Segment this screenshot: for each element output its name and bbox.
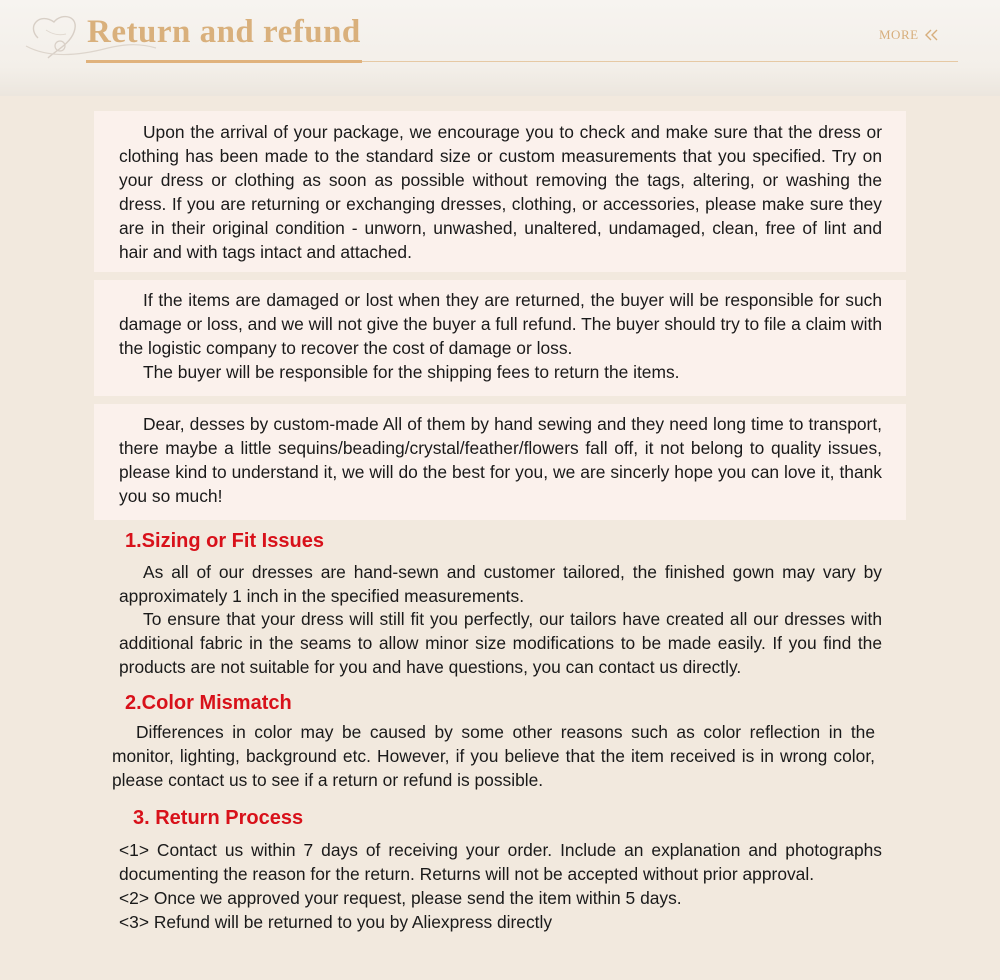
damage-paragraph: If the items are damaged or lost when they are returned, the buyer will be responsible for such damage or loss, and we will not give the buyer a full refund. The buyer should try to file a claim with the logistic company to recover the cost of damage or loss.: [119, 290, 882, 358]
return-step-2: <2> Once we approved your request, please send the item within 5 days.: [119, 888, 682, 908]
sizing-paragraph-1: As all of our dresses are hand-sewn and customer tailored, the finished gown may vary by approximately 1 inch in the specified measurements.: [119, 562, 882, 606]
more-link[interactable]: [879, 27, 939, 43]
section-header: [0, 0, 1000, 96]
double-chevron-left-icon: [925, 29, 939, 41]
sizing-paragraph-2: To ensure that your dress will still fit you perfectly, our tailors have created all our dresses with additional fabric in the seams to allow minor size modifications to be made easily. If you find the products are not suitable for you and have questions, you can contact us directly.: [119, 609, 882, 677]
color-paragraph: Differences in color may be caused by some other reasons such as color reflection in the monitor, lighting, background etc. However, if you believe that the item received is in wrong color, please contact us to see if a return or refund is possible.: [112, 722, 875, 790]
sizing-heading: 1.Sizing or Fit Issues: [125, 530, 324, 552]
shipping-fees-paragraph: The buyer will be responsible for the shipping fees to return the items.: [143, 362, 680, 382]
page-title: Return and refund: [87, 14, 361, 50]
title-underline: [86, 60, 362, 63]
return-step-1: <1> Contact us within 7 days of receiving your order. Include an explanation and photographs documenting the reason for the return. Returns will not be accepted without prior approval.: [119, 840, 882, 884]
return-step-3: <3> Refund will be returned to you by Aliexpress directly: [119, 912, 553, 932]
color-heading: 2.Color Mismatch: [125, 692, 292, 714]
inspection-paragraph: Upon the arrival of your package, we encourage you to check and make sure that the dress or clothing has been made to the standard size or custom measurements that you specified. Try on your dress or clothing as soon as possible without removing the tags, altering, or washing the dress. If you are returning or exchanging dresses, clothing, or accessories, please make sure they are in their original condition - unworn, unwashed, unaltered, undamaged, clean, free of lint and hair and with tags intact and attached.: [119, 122, 882, 262]
return-process-heading: 3. Return Process: [133, 807, 304, 829]
more-label: MORE: [879, 27, 919, 42]
custom-made-paragraph: Dear, desses by custom-made All of them by hand sewing and they need long time to transport, there maybe a little sequins/beading/crystal/feather/flowers fall off, it not belong to quality issues, please kind to understand it, we will do the best for you, we are sincerly hope you can love it, thank you so much!: [119, 414, 882, 506]
